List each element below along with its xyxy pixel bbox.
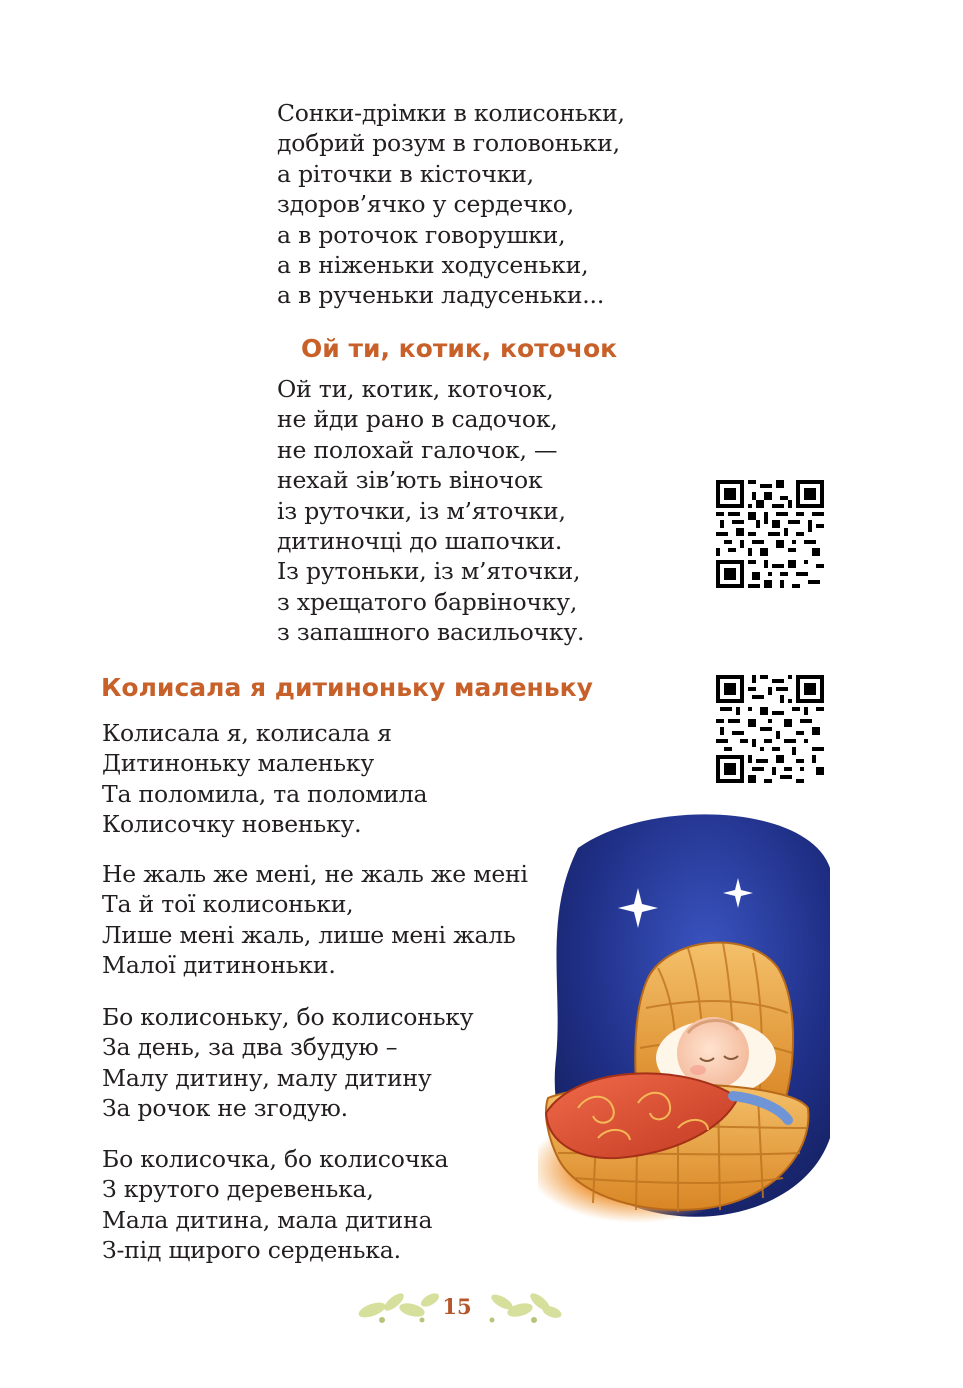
poem3-title: Колисала я дитиноньку маленьку — [101, 673, 593, 702]
page-footer — [352, 1284, 562, 1328]
poem-line: Малої дитиноньки. — [102, 951, 336, 980]
qr-code-icon[interactable] — [716, 675, 824, 783]
poem-line: Ой ти, котик, коточок, — [277, 375, 554, 403]
poem-line: не полохай галочок, — — [277, 435, 558, 464]
poem-line: а ріточки в кісточки, — [277, 159, 534, 188]
poem3-stanza — [102, 1144, 448, 1266]
cradle-illustration — [538, 808, 833, 1243]
poem-line: не йди рано в садочок, — [277, 405, 558, 434]
poem-line: За день, за два збудую – — [102, 1033, 398, 1062]
poem-line: Лише мені жаль, лише мені жаль — [102, 920, 516, 949]
poem-line: а в рученьки ладусеньки... — [277, 281, 605, 310]
poem-line: Дитиноньку маленьку — [102, 749, 374, 778]
poem-line: а в роточок говорушки, — [277, 220, 566, 249]
poem-line: з запашного васильочку. — [277, 618, 585, 647]
poem1-stanza — [277, 98, 625, 311]
poem-line: а в ніженьки ходусеньки, — [277, 251, 589, 280]
poem-line: дитиночці до шапочки. — [277, 527, 563, 556]
poem-line: Не жаль же мені, не жаль же мені — [102, 860, 528, 888]
poem-line: із руточки, із м’яточки, — [277, 496, 566, 525]
poem-line: Колисала я, колисала я — [102, 719, 392, 747]
poem-line: здоров’ячко у сердечко, — [277, 190, 575, 219]
poem-line: З-під щирого серденька. — [102, 1236, 401, 1265]
poem-line: За рочок не згодую. — [102, 1094, 348, 1123]
poem2-title: Ой ти, котик, коточок — [301, 334, 618, 363]
page-number: 15 — [442, 1294, 472, 1319]
poem-line: добрий розум в головоньки, — [277, 129, 620, 158]
poem-line: Бо колисоньку, бо колисоньку — [102, 1003, 474, 1031]
poem-line: Із рутоньки, із м’яточки, — [277, 557, 581, 586]
poem3-stanza — [102, 718, 427, 840]
poem-line: З крутого деревенька, — [102, 1175, 374, 1204]
poem-line: Бо колисочка, бо колисочка — [102, 1145, 449, 1173]
poem-line: з хрещатого барвіночку, — [277, 587, 578, 616]
poem3-stanza — [102, 1002, 473, 1124]
poem-line: Сонки-дрімки в колисоньки, — [277, 99, 625, 127]
poem-line: Колисочку новеньку. — [102, 810, 362, 839]
poem-line: Малу дитину, малу дитину — [102, 1063, 432, 1092]
qr-code-icon[interactable] — [716, 480, 824, 588]
poem2-stanza — [277, 374, 584, 648]
poem-line: Та поломила, та поломила — [102, 779, 428, 808]
poem-line: нехай зів’ють віночок — [277, 466, 543, 495]
poem3-stanza — [102, 859, 528, 981]
poem-line: Та й тої колисоньки, — [102, 890, 354, 919]
poem-line: Мала дитина, мала дитина — [102, 1205, 433, 1234]
